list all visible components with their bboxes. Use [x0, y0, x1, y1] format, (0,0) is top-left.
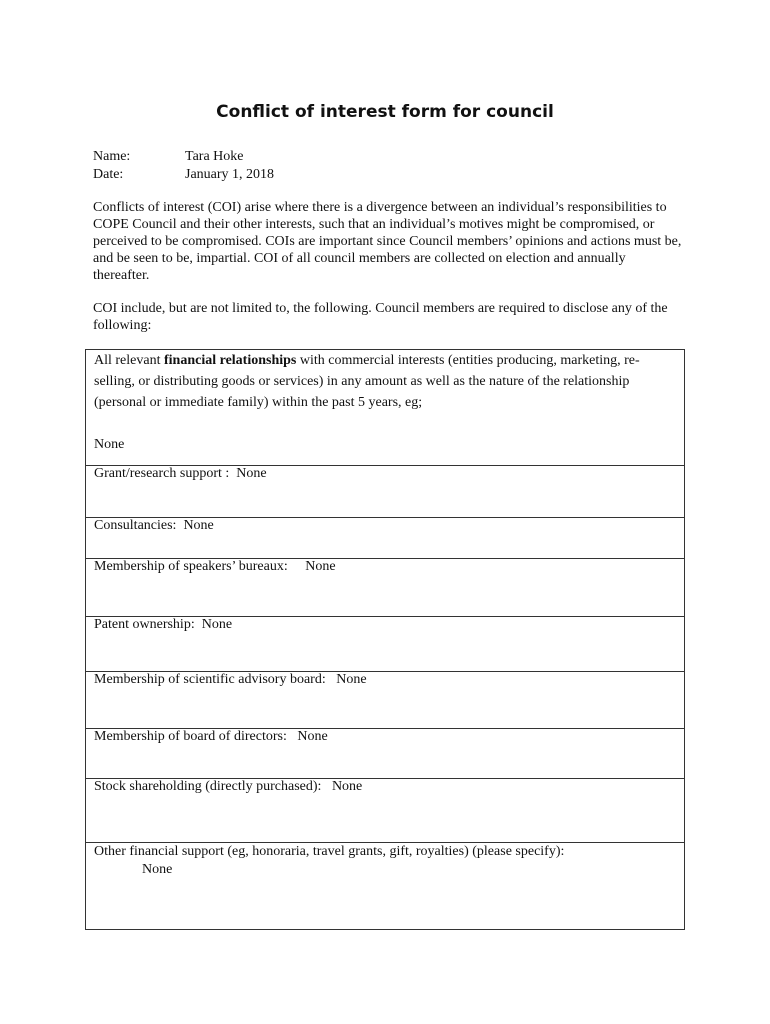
financial-prefix: All relevant [94, 353, 164, 368]
page-title: Conflict of interest form for council [216, 102, 554, 122]
table-row [86, 518, 685, 559]
intro-paragraph: Conflicts of interest (COI) arise where there is a divergence between an individual’s responsibilities to COPE Council and their other interests, such that an individual’s motives might be compromised, or perceived to be compromised. COIs are important since Council members’ opinions and actions must be, and be seen to be, impartial. COI of all council members are collected on election and annually thereafter. [93, 200, 682, 283]
grant-cell [86, 466, 685, 518]
stock-label: Stock shareholding (directly purchased): [94, 779, 322, 794]
date-label: Date: [93, 167, 124, 182]
consultancies-label: Consultancies: [94, 518, 177, 533]
table-row [86, 559, 685, 617]
financial-bold: financial relationships [163, 353, 297, 368]
advisory-label: Membership of scientific advisory board: [94, 672, 326, 687]
name-row [93, 148, 274, 166]
financial-answer: None [94, 437, 125, 452]
table-row [86, 672, 685, 729]
date-row [93, 166, 274, 184]
consultancies-answer: None [183, 518, 214, 533]
other-label: Other financial support (eg, honoraria, travel grants, gift, royalties) (please specify): [94, 844, 565, 859]
table-row [86, 350, 685, 466]
directors-cell [86, 729, 685, 779]
name-value: Tara Hoke [185, 149, 244, 164]
grant-answer: None [236, 466, 267, 481]
date-value: January 1, 2018 [185, 167, 275, 182]
advisory-answer: None [336, 672, 367, 687]
speakers-label: Membership of speakers’ bureaux: [94, 559, 288, 574]
table-row [86, 617, 685, 672]
patent-answer: None [201, 617, 233, 632]
financial-suffix: with commercial interests (entities producing, marketing, re-selling, or distributing goods or services) in any amount as well as the nature of the relationship (personal or immediate family) within the past 5 years, eg; [94, 353, 640, 410]
directors-answer: None [297, 729, 328, 744]
form-meta [93, 148, 274, 184]
advisory-cell [86, 672, 685, 729]
other-answer: None [142, 862, 173, 877]
table-row [86, 843, 685, 930]
table-row [86, 729, 685, 779]
consultancies-cell [86, 518, 685, 559]
financial-relationships-cell [86, 350, 685, 466]
table-row [86, 779, 685, 843]
speakers-answer: None [305, 559, 336, 574]
stock-cell [86, 779, 685, 843]
coi-table [85, 349, 685, 930]
disclosure-paragraph: COI include, but are not limited to, the following. Council members are required to disclose any of the following: [93, 301, 668, 333]
table-row [86, 466, 685, 518]
other-support-cell [86, 843, 685, 930]
speakers-cell [86, 559, 685, 617]
directors-label: Membership of board of directors: [94, 729, 287, 744]
patent-cell [86, 617, 685, 672]
name-label: Name: [93, 149, 131, 164]
patent-label: Patent ownership: [94, 617, 195, 632]
grant-label: Grant/research support : [94, 466, 230, 481]
stock-answer: None [331, 779, 363, 794]
